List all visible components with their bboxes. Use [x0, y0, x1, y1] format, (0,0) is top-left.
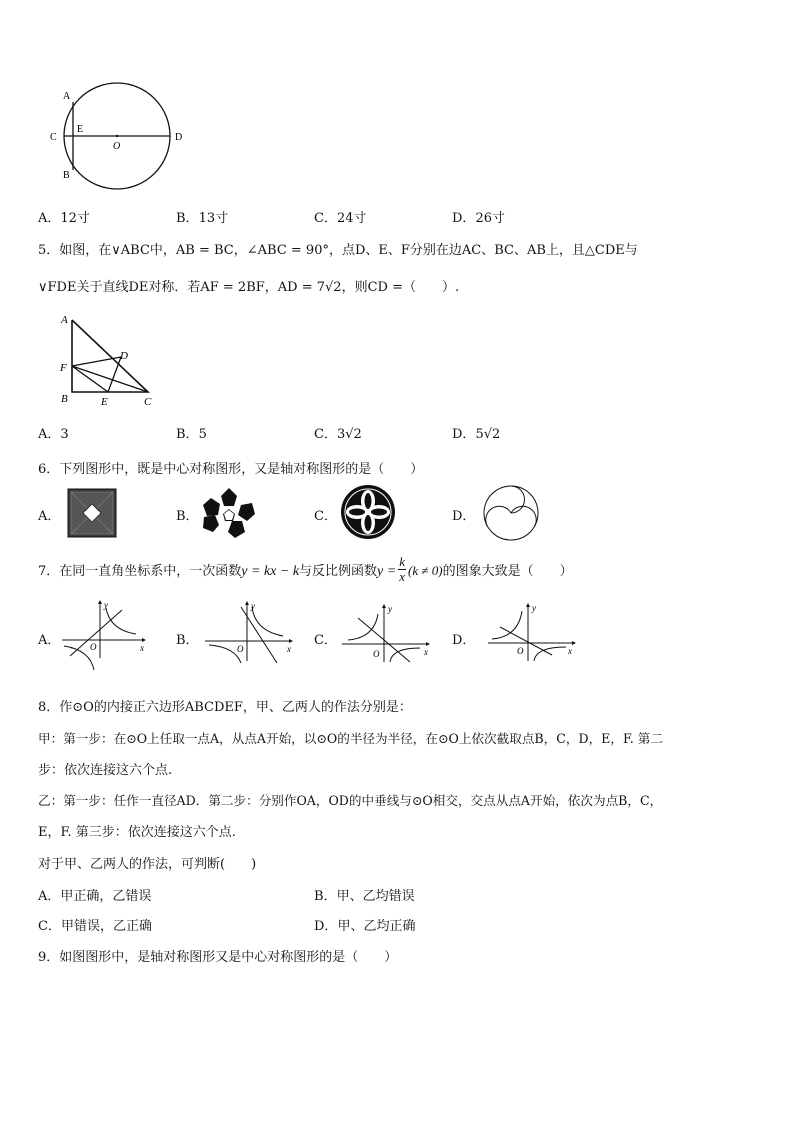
q7-option-d-letter[interactable]: D．	[452, 633, 476, 648]
pentagon-flower-icon[interactable]	[200, 487, 258, 539]
q8-option-letter: A．	[38, 889, 61, 904]
q4-option-letter: A．	[38, 211, 61, 226]
q5-option-letter: B．	[176, 427, 199, 442]
svg-text:O: O	[517, 646, 524, 656]
q4-option-text: 26寸	[475, 211, 505, 226]
q8-question: 对于甲、乙两人的作法，可判断( )	[38, 857, 257, 872]
svg-text:O: O	[237, 644, 244, 654]
q4-option-b[interactable]	[176, 207, 228, 226]
q8-option-letter: C．	[38, 919, 61, 934]
q8-option-letter: D．	[314, 919, 338, 934]
q7-option-b-letter[interactable]: B．	[176, 633, 199, 648]
q5-label-a: A	[61, 314, 68, 326]
q7-graph-a[interactable]	[60, 600, 150, 660]
q7-fraction-denominator: x	[399, 569, 405, 584]
q8-jia-line2: 步：依次连接这六个点.	[38, 763, 173, 778]
q5-label-d: D	[120, 350, 128, 362]
q4-option-a[interactable]	[38, 207, 90, 226]
q7-graph-d[interactable]	[486, 603, 581, 663]
q7-graph-b[interactable]	[203, 601, 298, 663]
q9-stem: 9．如图图形中，是轴对称图形又是中心对称图形的是（ ）	[38, 950, 398, 965]
q7-fraction	[398, 555, 406, 584]
q7-func-condition: (k ≠ 0)	[408, 563, 443, 578]
q7-stem	[38, 554, 573, 586]
q7-func-inverse-lhs: y =	[377, 564, 397, 579]
svg-text:x: x	[424, 647, 428, 657]
svg-text:x: x	[140, 643, 144, 653]
svg-text:y: y	[388, 604, 392, 614]
q7-stem-part3: 的图象大致是（ ）	[442, 564, 573, 579]
q4-option-text: 12寸	[60, 211, 90, 226]
q4-label-b: B	[63, 170, 70, 181]
q4-label-e: E	[77, 124, 84, 135]
q8-option-a[interactable]	[38, 885, 151, 904]
square-pinwheel-icon[interactable]	[67, 488, 117, 538]
q4-option-text: 13寸	[198, 211, 229, 226]
q8-yi-line2: E，F. 第三步：依次连接这六个点.	[38, 825, 236, 840]
q7-graph-c[interactable]	[340, 604, 435, 664]
q5-option-letter: D．	[452, 427, 476, 442]
q5-segment-fe	[72, 366, 108, 392]
q5-stem-line1: 5．如图，在∨ABC中，AB = BC，∠ABC = 90°，点D、E、F分别在边AC、BC、AB上，且△CDE与	[38, 243, 638, 258]
triple-swirl-circle-icon[interactable]	[483, 485, 539, 541]
q5-segment-fd	[72, 357, 121, 366]
svg-text:y: y	[532, 603, 536, 613]
q8-yi-line1: 乙：第一步：任作一直径AD．第二步：分别作OA，OD的中垂线与⊙O相交，交点从点A开始，依次为点B，C，	[38, 793, 663, 808]
q5-option-d[interactable]	[452, 423, 500, 442]
svg-text:O: O	[90, 642, 97, 652]
q8-option-c[interactable]	[38, 915, 152, 934]
q4-label-a: A	[63, 91, 71, 102]
q5-label-f: F	[60, 362, 67, 374]
svg-text:O: O	[373, 649, 380, 659]
svg-text:x: x	[568, 646, 572, 656]
q8-option-text: 甲错误，乙正确	[60, 919, 152, 934]
q5-option-c[interactable]	[314, 423, 362, 442]
q7-stem-part2: 与反比例函数	[299, 564, 378, 579]
q4-center-dot	[116, 135, 118, 137]
q8-stem: 8．作⊙O的内接正六边形ABCDEF，甲、乙两人的作法分别是：	[38, 700, 412, 715]
q4-option-d[interactable]	[452, 207, 505, 226]
svg-text:y: y	[104, 600, 108, 610]
q5-option-text: 5√2	[475, 427, 501, 442]
svg-text:y: y	[251, 601, 255, 611]
q5-label-e: E	[101, 396, 108, 408]
q5-option-text: 3√2	[336, 427, 362, 442]
q7-option-a-letter[interactable]: A．	[38, 633, 61, 648]
q4-option-letter: C．	[314, 211, 337, 226]
q5-option-b[interactable]	[176, 423, 207, 442]
q6-option-b-letter[interactable]: B．	[176, 509, 199, 524]
q4-label-o: O	[113, 141, 121, 152]
q5-label-b: B	[61, 393, 68, 405]
q8-option-d[interactable]	[314, 915, 415, 934]
q6-option-a-letter[interactable]: A．	[38, 509, 61, 524]
q4-label-d: D	[175, 132, 183, 143]
q5-option-letter: A．	[38, 427, 61, 442]
q8-option-text: 甲正确，乙错误	[60, 889, 152, 904]
four-petal-circle-icon[interactable]	[340, 484, 396, 540]
q7-fraction-numerator: k	[399, 554, 405, 569]
svg-text:x: x	[287, 644, 291, 654]
q8-jia-line1: 甲：第一步：在⊙O上任取一点A，从点A开始，以⊙O的半径为半径，在⊙O上依次截取点B，C，D，E，F. 第二	[38, 731, 663, 746]
q5-triangle-abc	[72, 320, 148, 392]
q4-label-c: C	[50, 132, 57, 143]
q8-option-b[interactable]	[314, 885, 415, 904]
q5-option-letter: C．	[314, 427, 337, 442]
q5-stem-line2: ∨FDE关于直线DE对称．若AF = 2BF，AD = 7√2，则CD =（ ）.	[38, 280, 460, 295]
q5-segment-de	[108, 357, 121, 392]
q7-stem-part1: 7．在同一直角坐标系中，一次函数	[38, 564, 242, 579]
q6-option-c-letter[interactable]: C．	[314, 509, 337, 524]
q6-stem: 6．下列图形中，既是中心对称图形，又是轴对称图形的是（ ）	[38, 462, 424, 477]
q8-option-letter: B．	[314, 889, 337, 904]
q4-option-letter: D．	[452, 211, 476, 226]
q5-triangle-figure	[58, 312, 158, 408]
q5-option-text: 3	[60, 427, 69, 442]
q6-option-d-letter[interactable]: D．	[452, 509, 476, 524]
q4-option-c[interactable]	[314, 207, 367, 226]
q8-option-text: 甲、乙均正确	[337, 919, 416, 934]
q7-option-c-letter[interactable]: C．	[314, 633, 337, 648]
q5-option-a[interactable]	[38, 423, 69, 442]
q4-circle-figure	[50, 84, 190, 204]
q7-func-linear: y = kx − k	[241, 564, 300, 579]
q5-label-c: C	[144, 396, 152, 408]
q4-option-text: 24寸	[336, 211, 367, 226]
q5-option-text: 5	[198, 427, 207, 442]
q8-option-text: 甲、乙均错误	[336, 889, 415, 904]
q4-option-letter: B．	[176, 211, 199, 226]
